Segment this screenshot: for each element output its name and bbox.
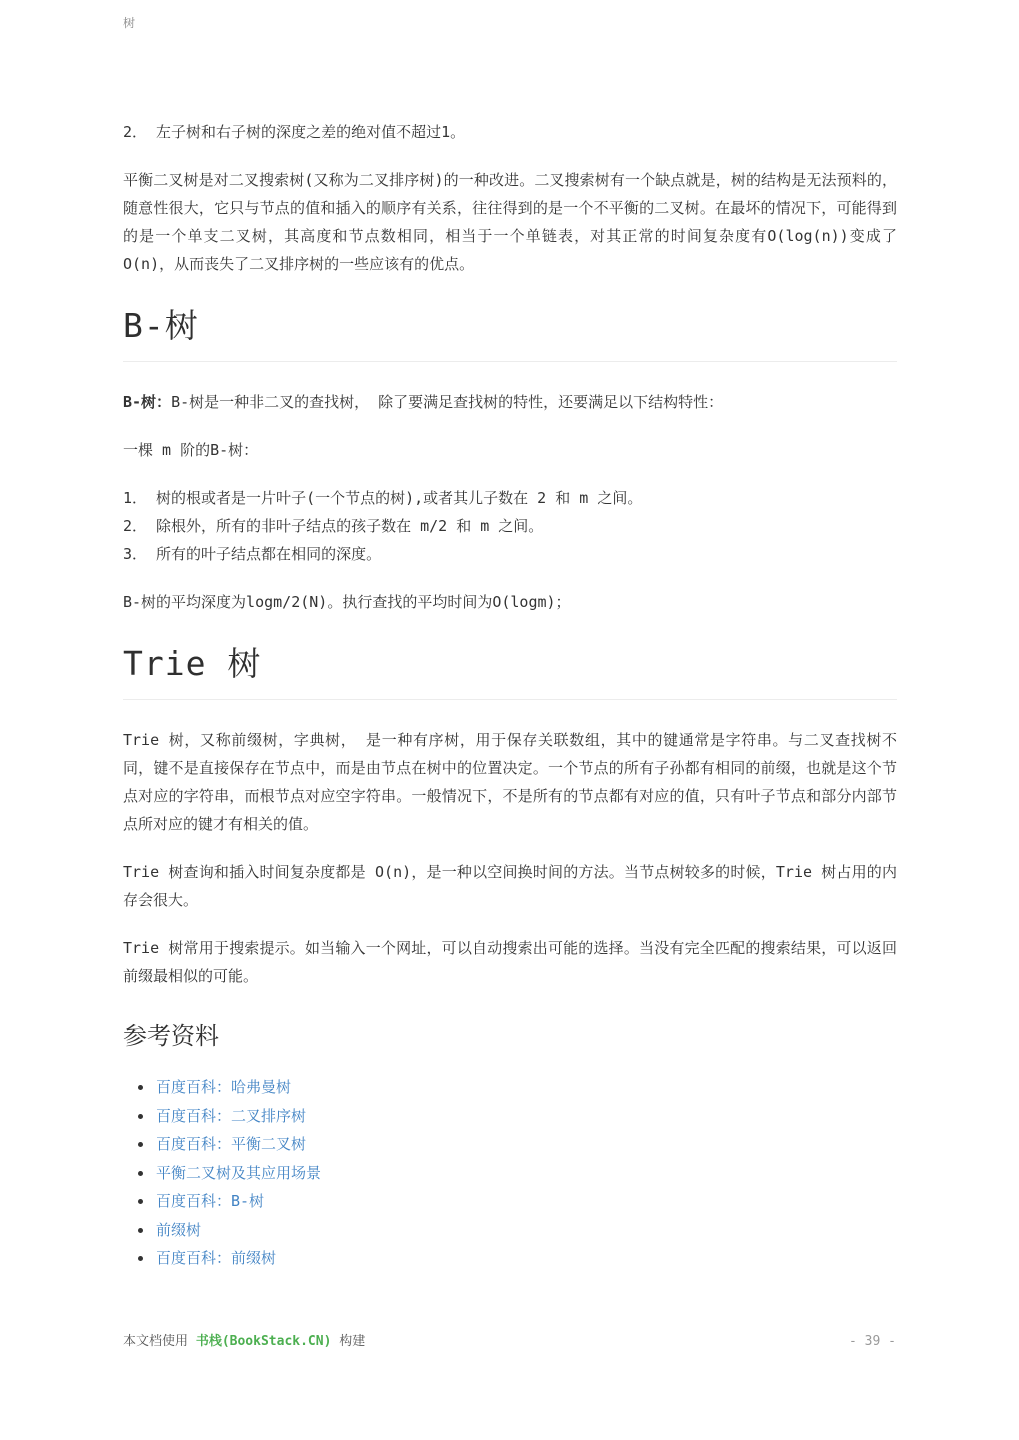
bullet-icon — [138, 1171, 143, 1176]
avl-paragraph: 平衡二叉树是对二叉搜索树(又称为二叉排序树)的一种改进。二叉搜索树有一个缺点就是，树的结构是无法预料的，随意性很大，它只与节点的值和插入的顺序有关系，往往得到的是一个不平衡的二叉树。在最坏的情况下，可能得到的是一个单支二叉树，其高度和节点数相同，相当于一个单链表，对其正常的时间复杂度有O(log(n))变成了O(n)，从而丧失了二叉排序树的一些应该有的优点。 — [123, 171, 897, 273]
reference-link[interactable]: 前缀树 — [156, 1220, 202, 1239]
footer-build-text — [123, 1330, 365, 1349]
document-content — [123, 118, 897, 1273]
reference-list-item — [123, 1244, 897, 1273]
b-tree-rule: 1． 树的根或者是一片叶子(一个节点的树),或者其儿子数在 2 和 m 之间。 — [123, 489, 643, 507]
trie-paragraph-1: Trie 树，又称前缀树，字典树， 是一种有序树，用于保存关联数组，其中的键通常是字符串。与二叉查找树不同，键不是直接保存在节点中，而是由节点在树中的位置决定。一个节点的所有子孙都有相同的前缀，也就是这个节点对应的字符串，而根节点对应空字符串。一般情况下，不是所有的节点都有对应的值，只有叶子节点和部分内部节点所对应的键才有相关的值。 — [123, 731, 897, 833]
avl-list-item: 2． 左子树和右子树的深度之差的绝对值不超过1。 — [123, 123, 466, 141]
reference-link[interactable]: 百度百科：哈弗曼树 — [156, 1078, 292, 1096]
bullet-icon — [138, 1256, 143, 1261]
b-tree-definition-paragraph — [123, 388, 897, 416]
reference-link[interactable]: 平衡二叉树及其应用场景 — [156, 1163, 322, 1182]
b-tree-order-paragraph: 一棵 m 阶的B-树： — [123, 441, 259, 459]
reference-link[interactable]: 百度百科：平衡二叉树 — [156, 1135, 307, 1153]
trie-paragraph-2: Trie 树查询和插入时间复杂度都是 O(n)，是一种以空间换时间的方法。当节点树较多的时候，Trie 树占用的内存会很大。 — [123, 863, 897, 909]
reference-link[interactable]: 百度百科：前缀树 — [156, 1249, 277, 1267]
footer-prefix: 本文档使用 — [123, 1334, 196, 1349]
page-header-title: 树 — [123, 16, 136, 30]
trie-heading: Trie 树 — [123, 638, 897, 700]
reference-list-item — [123, 1102, 897, 1131]
bullet-icon — [138, 1142, 143, 1147]
reference-list-item — [123, 1159, 897, 1188]
b-tree-rule: 3． 所有的叶子结点都在相同的深度。 — [123, 545, 382, 563]
b-tree-definition: B-树是一种非二叉的查找树， 除了要满足查找树的特性，还要满足以下结构特性： — [171, 393, 724, 411]
bullet-icon — [138, 1114, 143, 1119]
reference-list-item — [123, 1130, 897, 1159]
b-tree-rule-list — [123, 484, 897, 568]
footer-suffix: 构建 — [331, 1334, 366, 1349]
trie-paragraph-3: Trie 树常用于搜索提示。如当输入一个网址，可以自动搜索出可能的选择。当没有完全匹配的搜索结果，可以返回前缀最相似的可能。 — [123, 939, 897, 985]
reference-list-item — [123, 1216, 897, 1245]
page-number: - 39 - — [849, 1334, 896, 1349]
b-tree-heading: B-树 — [123, 300, 897, 362]
b-tree-rule: 2． 除根外，所有的非叶子结点的孩子数在 m/2 和 m 之间。 — [123, 517, 544, 535]
reference-link[interactable]: 百度百科：B-树 — [156, 1192, 265, 1210]
reference-link[interactable]: 百度百科：二叉排序树 — [156, 1106, 307, 1125]
reference-list — [123, 1073, 897, 1273]
b-tree-depth-paragraph: B-树的平均深度为logm/2(N)。执行查找的平均时间为O(logm)； — [123, 593, 571, 611]
page-footer — [123, 1330, 896, 1349]
reference-list-item — [123, 1187, 897, 1216]
bullet-icon — [138, 1085, 143, 1090]
b-tree-term: B-树： — [123, 393, 172, 411]
bullet-icon — [138, 1228, 143, 1233]
references-heading: 参考资料 — [123, 1022, 219, 1050]
bookstack-brand: 书栈(BookStack.CN) — [195, 1334, 332, 1349]
reference-list-item — [123, 1073, 897, 1102]
bullet-icon — [138, 1199, 143, 1204]
